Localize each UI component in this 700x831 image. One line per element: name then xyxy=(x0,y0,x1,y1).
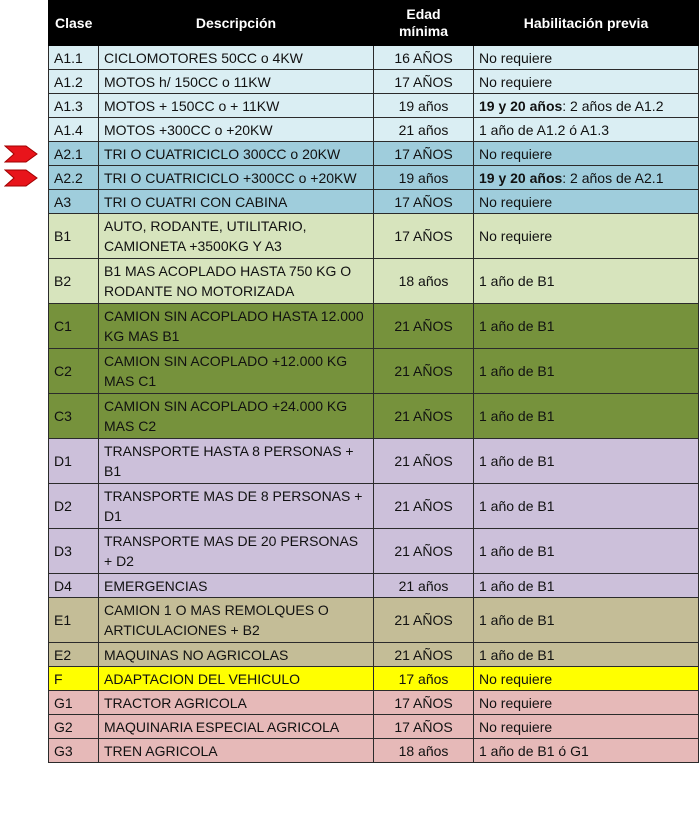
habilitacion-text: No requiere xyxy=(479,193,553,210)
cell-descripcion: CAMION SIN ACOPLADO HASTA 12.000 KG MAS B1 xyxy=(99,304,374,349)
habilitacion-bold-ages: 19 y 20 años xyxy=(479,169,563,186)
cell-edad: 21 AÑOS xyxy=(374,643,474,667)
cell-habilitacion xyxy=(474,259,699,304)
cell-descripcion: EMERGENCIAS xyxy=(99,574,374,598)
header-edad-minima xyxy=(374,1,474,46)
cell-clase: G1 xyxy=(49,691,99,715)
cell-descripcion: ADAPTACION DEL VEHICULO xyxy=(99,667,374,691)
habilitacion-text: : 2 años de A2.1 xyxy=(562,169,664,186)
cell-habilitacion xyxy=(474,394,699,439)
cell-habilitacion xyxy=(474,142,699,166)
table-row xyxy=(49,739,699,763)
cell-edad: 17 AÑOS xyxy=(374,190,474,214)
habilitacion-text: No requiere xyxy=(479,49,553,66)
table-header-row xyxy=(49,1,699,46)
cell-edad: 18 años xyxy=(374,259,474,304)
habilitacion-text: No requiere xyxy=(479,228,553,244)
cell-edad: 21 años xyxy=(374,574,474,598)
cell-habilitacion xyxy=(474,304,699,349)
cell-clase: F xyxy=(49,667,99,691)
habilitacion-text: No requiere xyxy=(479,718,553,735)
cell-descripcion: CICLOMOTORES 50CC o 4KW xyxy=(99,46,374,70)
cell-descripcion: MAQUINAS NO AGRICOLAS xyxy=(99,643,374,667)
habilitacion-text: No requiere xyxy=(479,670,553,687)
table-row xyxy=(49,259,699,304)
cell-habilitacion xyxy=(474,46,699,70)
header-habilitacion: Habilitación previa xyxy=(474,1,699,46)
habilitacion-text: No requiere xyxy=(479,145,553,162)
cell-habilitacion xyxy=(474,214,699,259)
table-row xyxy=(49,691,699,715)
cell-habilitacion xyxy=(474,166,699,190)
habilitacion-text: 1 año de B1 xyxy=(479,318,555,334)
cell-clase: B2 xyxy=(49,259,99,304)
cell-edad: 17 AÑOS xyxy=(374,142,474,166)
cell-habilitacion xyxy=(474,118,699,142)
license-classes-table xyxy=(48,0,699,763)
table-row xyxy=(49,214,699,259)
cell-clase: G2 xyxy=(49,715,99,739)
table-row xyxy=(49,70,699,94)
habilitacion-text: 1 año de B1 ó G1 xyxy=(479,742,589,759)
cell-edad: 17 años xyxy=(374,667,474,691)
cell-edad: 21 AÑOS xyxy=(374,349,474,394)
table-row xyxy=(49,529,699,574)
cell-edad: 21 AÑOS xyxy=(374,439,474,484)
cell-descripcion: CAMION SIN ACOPLADO +12.000 KG MAS C1 xyxy=(99,349,374,394)
cell-habilitacion xyxy=(474,484,699,529)
table-row xyxy=(49,574,699,598)
table-row xyxy=(49,667,699,691)
table-row xyxy=(49,349,699,394)
cell-descripcion: MOTOS +300CC o +20KW xyxy=(99,118,374,142)
habilitacion-text: 1 año de B1 xyxy=(479,498,555,514)
cell-edad: 18 años xyxy=(374,739,474,763)
cell-clase: G3 xyxy=(49,739,99,763)
cell-clase: D2 xyxy=(49,484,99,529)
cell-clase: D4 xyxy=(49,574,99,598)
cell-habilitacion xyxy=(474,739,699,763)
habilitacion-text: 1 año de A1.2 ó A1.3 xyxy=(479,121,610,138)
habilitacion-text: 1 año de B1 xyxy=(479,363,555,379)
header-edad-line1: Edad xyxy=(406,6,441,22)
cell-descripcion: CAMION SIN ACOPLADO +24.000 KG MAS C2 xyxy=(99,394,374,439)
table-row xyxy=(49,598,699,643)
cell-clase: A2.2 xyxy=(49,166,99,190)
habilitacion-text: : 2 años de A1.2 xyxy=(562,97,664,114)
cell-habilitacion xyxy=(474,94,699,118)
cell-habilitacion xyxy=(474,349,699,394)
cell-clase: D1 xyxy=(49,439,99,484)
cell-habilitacion xyxy=(474,667,699,691)
cell-edad: 21 AÑOS xyxy=(374,598,474,643)
cell-clase: C3 xyxy=(49,394,99,439)
cell-clase: A2.1 xyxy=(49,142,99,166)
cell-descripcion: TRI O CUATRICICLO 300CC o 20KW xyxy=(99,142,374,166)
habilitacion-text: 1 año de B1 xyxy=(479,612,555,628)
cell-descripcion: TRANSPORTE MAS DE 8 PERSONAS + D1 xyxy=(99,484,374,529)
table-row xyxy=(49,394,699,439)
header-descripcion: Descripción xyxy=(99,1,374,46)
habilitacion-text: 1 año de B1 xyxy=(479,453,555,469)
cell-clase: D3 xyxy=(49,529,99,574)
table-row xyxy=(49,715,699,739)
cell-habilitacion xyxy=(474,691,699,715)
cell-clase: E1 xyxy=(49,598,99,643)
habilitacion-text: No requiere xyxy=(479,694,553,711)
cell-edad: 21 AÑOS xyxy=(374,529,474,574)
cell-habilitacion xyxy=(474,529,699,574)
cell-descripcion: TRI O CUATRI CON CABINA xyxy=(99,190,374,214)
table-row xyxy=(49,643,699,667)
habilitacion-text: 1 año de B1 xyxy=(479,646,555,663)
red-arrow-icon xyxy=(4,169,38,187)
cell-edad: 17 AÑOS xyxy=(374,691,474,715)
cell-clase: A3 xyxy=(49,190,99,214)
cell-habilitacion xyxy=(474,715,699,739)
table-body xyxy=(49,46,699,763)
cell-habilitacion xyxy=(474,439,699,484)
cell-edad: 21 AÑOS xyxy=(374,394,474,439)
table-row xyxy=(49,190,699,214)
cell-descripcion: CAMION 1 O MAS REMOLQUES O ARTICULACIONES + B2 xyxy=(99,598,374,643)
table-row xyxy=(49,118,699,142)
cell-habilitacion xyxy=(474,574,699,598)
table-row xyxy=(49,439,699,484)
cell-habilitacion xyxy=(474,190,699,214)
cell-habilitacion xyxy=(474,70,699,94)
cell-descripcion: MOTOS h/ 150CC o 11KW xyxy=(99,70,374,94)
cell-clase: A1.2 xyxy=(49,70,99,94)
cell-clase: E2 xyxy=(49,643,99,667)
cell-descripcion: AUTO, RODANTE, UTILITARIO, CAMIONETA +3500KG Y A3 xyxy=(99,214,374,259)
cell-edad: 16 AÑOS xyxy=(374,46,474,70)
cell-edad: 17 AÑOS xyxy=(374,715,474,739)
cell-descripcion: TRANSPORTE HASTA 8 PERSONAS + B1 xyxy=(99,439,374,484)
cell-habilitacion xyxy=(474,643,699,667)
cell-clase: A1.1 xyxy=(49,46,99,70)
table-row xyxy=(49,484,699,529)
habilitacion-text: 1 año de B1 xyxy=(479,273,555,289)
cell-descripcion: TREN AGRICOLA xyxy=(99,739,374,763)
cell-clase: A1.3 xyxy=(49,94,99,118)
red-arrow-icon xyxy=(4,145,38,163)
cell-descripcion: TRI O CUATRICICLO +300CC o +20KW xyxy=(99,166,374,190)
habilitacion-text: 1 año de B1 xyxy=(479,408,555,424)
table-row xyxy=(49,166,699,190)
cell-clase: B1 xyxy=(49,214,99,259)
table-row xyxy=(49,304,699,349)
cell-clase: A1.4 xyxy=(49,118,99,142)
cell-descripcion: MAQUINARIA ESPECIAL AGRICOLA xyxy=(99,715,374,739)
cell-clase: C2 xyxy=(49,349,99,394)
cell-descripcion: TRANSPORTE MAS DE 20 PERSONAS + D2 xyxy=(99,529,374,574)
cell-edad: 19 años xyxy=(374,94,474,118)
cell-edad: 21 años xyxy=(374,118,474,142)
cell-clase: C1 xyxy=(49,304,99,349)
table-row xyxy=(49,46,699,70)
cell-edad: 21 AÑOS xyxy=(374,304,474,349)
habilitacion-text: 1 año de B1 xyxy=(479,577,555,594)
cell-edad: 17 AÑOS xyxy=(374,70,474,94)
cell-habilitacion xyxy=(474,598,699,643)
table-row xyxy=(49,94,699,118)
license-table-container xyxy=(48,0,698,763)
habilitacion-text: No requiere xyxy=(479,73,553,90)
header-edad-line2: mínima xyxy=(398,23,448,39)
table-row xyxy=(49,142,699,166)
cell-descripcion: TRACTOR AGRICOLA xyxy=(99,691,374,715)
habilitacion-bold-ages: 19 y 20 años xyxy=(479,97,563,114)
habilitacion-text: 1 año de B1 xyxy=(479,543,555,559)
cell-edad: 19 años xyxy=(374,166,474,190)
cell-descripcion: B1 MAS ACOPLADO HASTA 750 KG O RODANTE NO MOTORIZADA xyxy=(99,259,374,304)
cell-edad: 17 AÑOS xyxy=(374,214,474,259)
cell-edad: 21 AÑOS xyxy=(374,484,474,529)
cell-descripcion: MOTOS + 150CC o + 11KW xyxy=(99,94,374,118)
header-clase: Clase xyxy=(49,1,99,46)
